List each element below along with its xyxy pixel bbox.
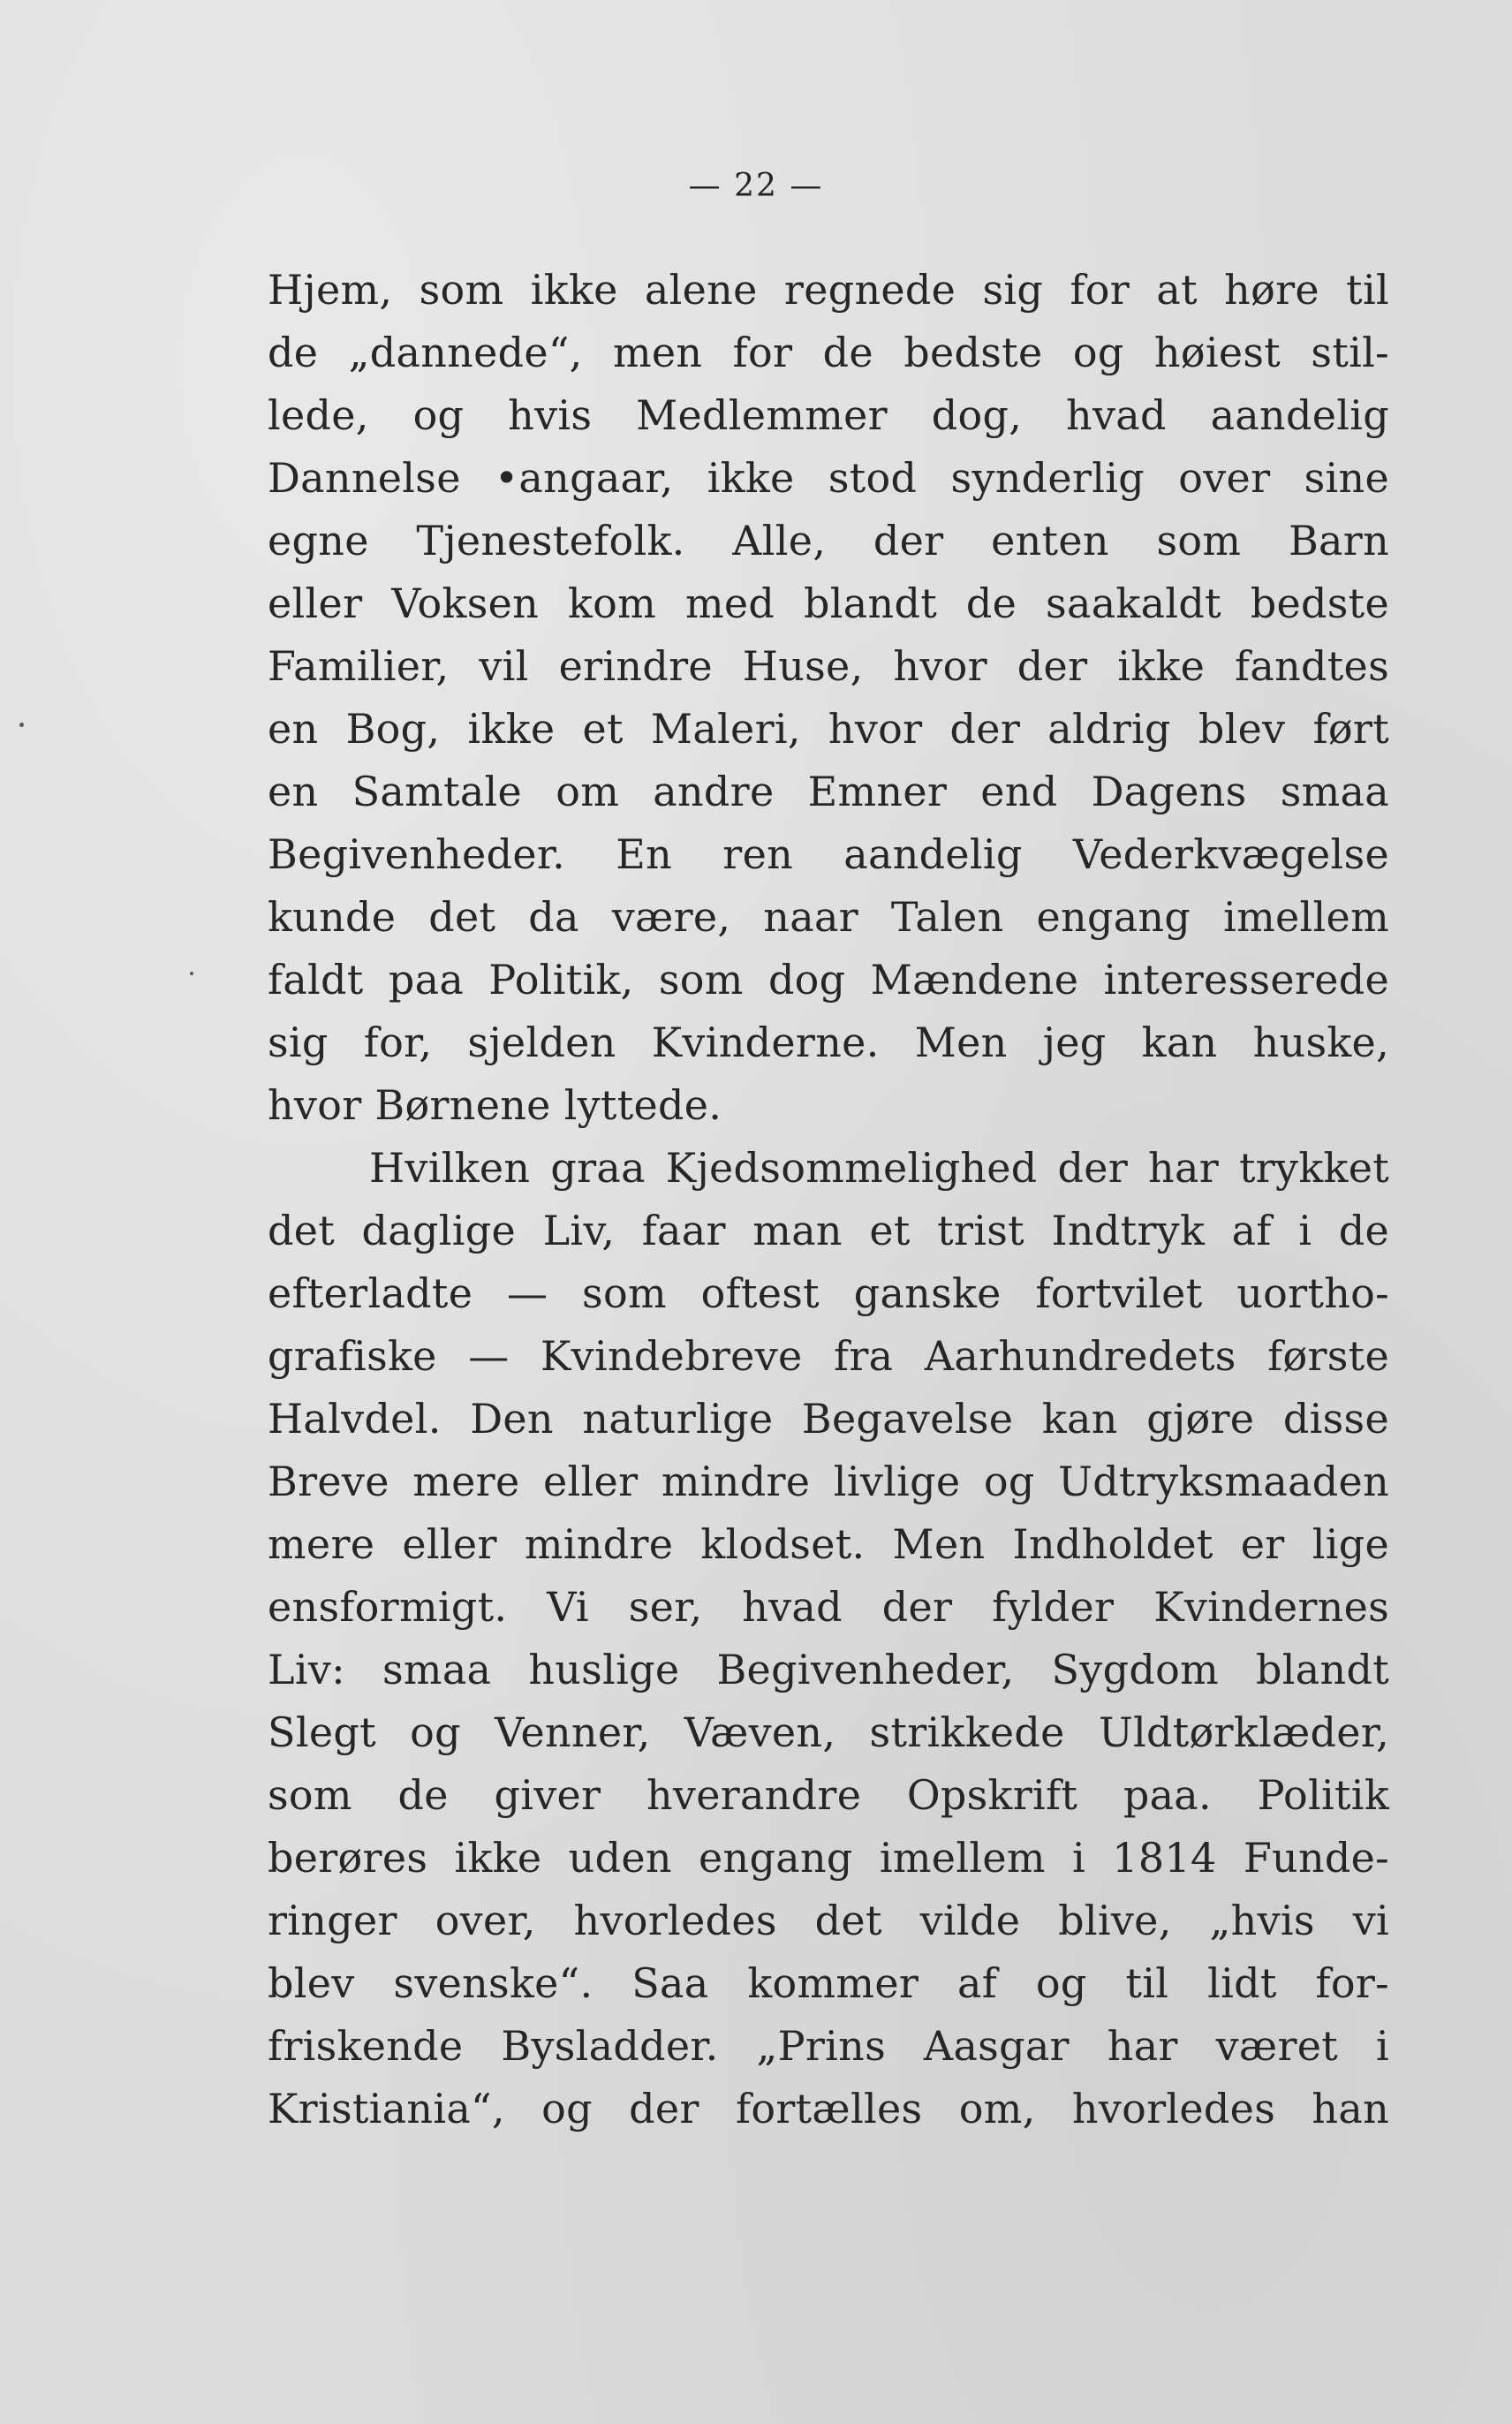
- body-text: [268, 259, 1389, 2140]
- text-line: en Samtale om andre Emner end Dagens smaa: [268, 768, 1389, 815]
- text-line: sig for, sjelden Kvinderne. Men jeg kan huske,: [268, 1019, 1389, 1066]
- text-line: efterladte — som oftest ganske fortvilet uortho-: [268, 1269, 1389, 1317]
- text-line: ensformigt. Vi ser, hvad der fylder Kvindernes: [268, 1583, 1389, 1631]
- text-line: eller Voksen kom med blandt de saakaldt bedste: [268, 579, 1389, 627]
- text-line: Begivenheder. En ren aandelig Vederkvægelse: [268, 830, 1389, 878]
- text-line: Familier, vil erindre Huse, hvor der ikke fandtes: [268, 642, 1389, 690]
- text-line: mere eller mindre klodset. Men Indholdet er lige: [268, 1520, 1389, 1568]
- text-line: Dannelse •angaar, ikke stod synderlig over sine: [268, 454, 1389, 502]
- text-line: berøres ikke uden engang imellem i 1814 Funde-: [268, 1834, 1389, 1882]
- text-line: Hvilken graa Kjedsommelighed der har trykket: [369, 1144, 1389, 1192]
- text-line: Liv: smaa huslige Begivenheder, Sygdom blandt: [268, 1646, 1389, 1693]
- text-line: faldt paa Politik, som dog Mændene interesserede: [268, 956, 1389, 1004]
- text-line: blev svenske“. Saa kommer af og til lidt for-: [268, 1959, 1389, 2007]
- text-line: Halvdel. Den naturlige Begavelse kan gjøre disse: [268, 1395, 1389, 1443]
- text-line: friskende Bysladder. „Prins Aasgar har været i: [268, 2022, 1389, 2070]
- text-line: kunde det da være, naar Talen engang imellem: [268, 893, 1389, 941]
- text-line: de „dannede“, men for de bedste og høiest stil-: [268, 329, 1389, 376]
- paper-speck: [19, 723, 24, 727]
- text-line: som de giver hverandre Opskrift paa. Politik: [268, 1771, 1389, 1819]
- text-line: lede, og hvis Medlemmer dog, hvad aandelig: [268, 391, 1389, 439]
- text-line: hvor Børnene lyttede.: [268, 1081, 722, 1129]
- text-line: grafiske — Kvindebreve fra Aarhundredets første: [268, 1332, 1389, 1380]
- text-line: ringer over, hvorledes det vilde blive, „hvis vi: [268, 1897, 1389, 1944]
- page-number: — 22 —: [688, 168, 824, 204]
- paper-speck: [190, 972, 193, 975]
- text-line: en Bog, ikke et Maleri, hvor der aldrig blev ført: [268, 705, 1389, 753]
- text-line: det daglige Liv, faar man et trist Indtryk af i de: [268, 1207, 1389, 1254]
- text-line: egne Tjenestefolk. Alle, der enten som Barn: [268, 517, 1389, 564]
- text-line: Slegt og Venner, Væven, strikkede Uldtørklæder,: [268, 1708, 1389, 1756]
- text-line: Hjem, som ikke alene regnede sig for at høre til: [268, 266, 1389, 314]
- text-line: Kristiania“, og der fortælles om, hvorledes han: [268, 2085, 1389, 2132]
- text-line: Breve mere eller mindre livlige og Udtryksmaaden: [268, 1458, 1389, 1505]
